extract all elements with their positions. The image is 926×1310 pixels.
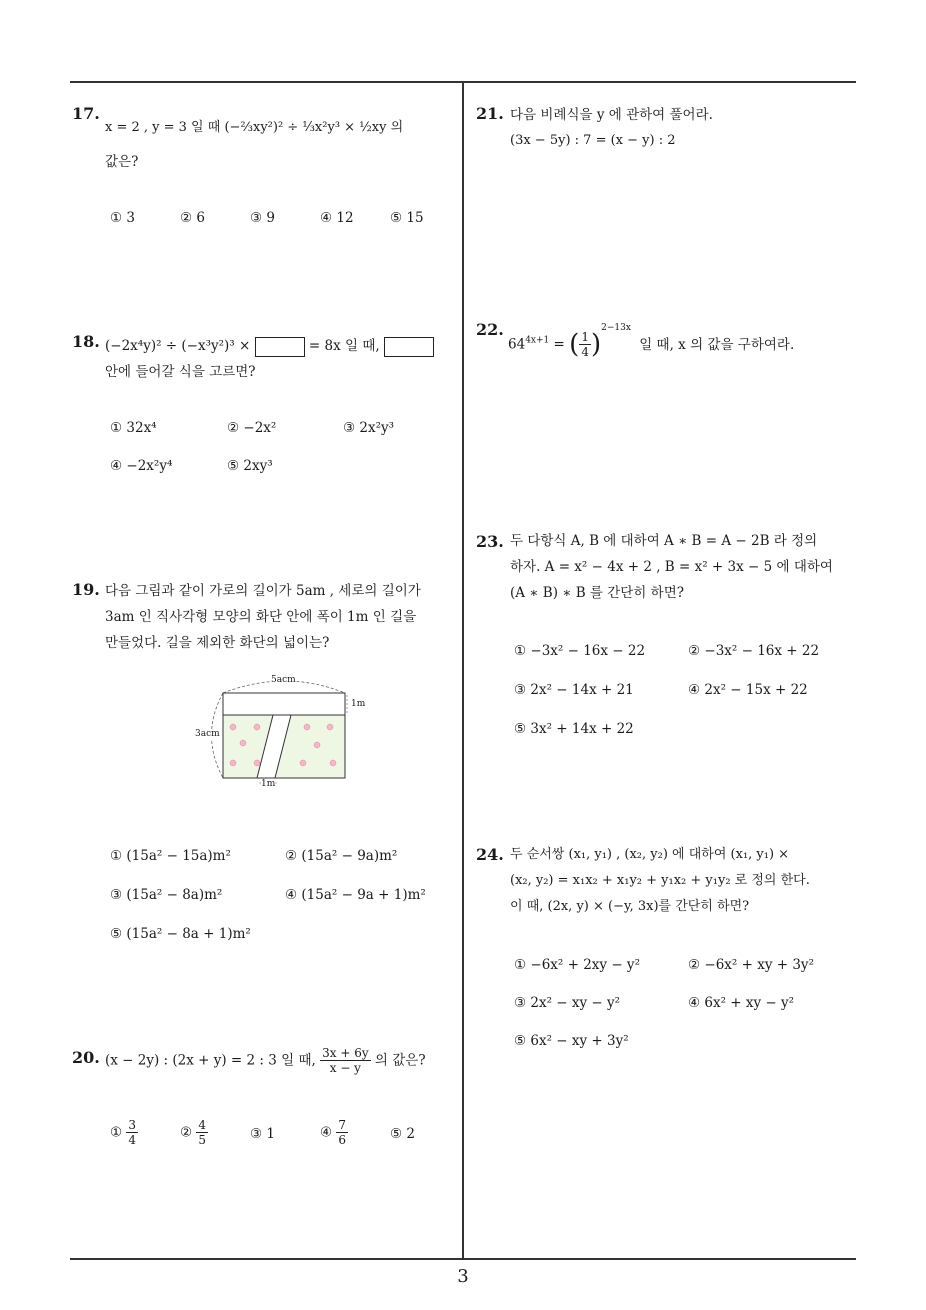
expression-left: (x − 2y) : (2x + y) = 2 : 3 일 때,: [105, 1052, 316, 1069]
choice-3[interactable]: ③ 9: [250, 210, 275, 226]
expression-left: (−2x⁴y)² ÷ (−x³y²)³ ×: [105, 338, 251, 354]
question-number: 23.: [476, 532, 504, 551]
choice-1[interactable]: ① (15a² − 15a)m²: [110, 848, 231, 864]
question-number: 22.: [476, 320, 504, 339]
question-number: 24.: [476, 845, 504, 864]
choice-2[interactable]: [180, 1118, 208, 1147]
choice-3[interactable]: ③ 2x² − 14x + 21: [514, 682, 634, 698]
question-number: 18.: [72, 332, 100, 351]
question-text: [105, 1046, 426, 1075]
fraction-numerator: 4: [198, 1118, 207, 1132]
choice-5[interactable]: ⑤ 3x² + 14x + 22: [514, 721, 634, 737]
question-number: 20.: [72, 1048, 100, 1067]
question-tail: 일 때, x 의 값을 구하여라.: [639, 336, 795, 353]
question-text: 하자. A = x² − 4x + 2 , B = x² + 3x − 5 에 대하여: [510, 559, 833, 575]
question-text: 다음 그림과 같이 가로의 길이가 5am , 세로의 길이가: [105, 583, 421, 599]
fraction-numerator: 3x + 6y: [322, 1046, 369, 1060]
fraction: [320, 1046, 371, 1075]
fraction-denominator: x − y: [329, 1061, 361, 1075]
fraction: [579, 330, 591, 359]
question-text: 두 순서쌍 (x₁, y₁) , (x₂, y₂) 에 대하여 (x₁, y₁) ×: [510, 847, 790, 862]
choice-3[interactable]: ③ 2x² − xy − y²: [514, 995, 621, 1011]
choice-5[interactable]: ⑤ 2xy³: [227, 458, 273, 474]
fraction: [126, 1118, 138, 1147]
choice-1[interactable]: [110, 1118, 138, 1147]
question-text: (x₂, y₂) = x₁x₂ + x₁y₂ + y₁x₂ + y₁y₂ 로 정의 한다.: [510, 873, 810, 888]
fraction: [336, 1118, 348, 1147]
figure-label-bottom: 1m: [261, 779, 276, 789]
choice-2[interactable]: ② −3x² − 16x + 22: [688, 643, 820, 659]
answer-blank: [384, 337, 434, 357]
question-number: 17.: [72, 104, 100, 123]
choice-1[interactable]: ① 32x⁴: [110, 420, 157, 436]
expression-right: = 8x 일 때,: [308, 338, 380, 354]
base: 64: [508, 336, 526, 353]
equals: =: [549, 336, 570, 353]
choice-4[interactable]: [320, 1118, 348, 1147]
choice-2[interactable]: ② (15a² − 9a)m²: [285, 848, 398, 864]
choice-4[interactable]: ④ 12: [320, 210, 354, 226]
garden-diagram: [195, 675, 370, 795]
choice-5[interactable]: ⑤ 2: [390, 1126, 415, 1142]
question-text: x = 2 , y = 3 일 때 (−⅔xy²)² ÷ ⅓x²y³ × ½xy 의: [105, 120, 404, 135]
choice-3[interactable]: ③ 2x²y³: [343, 420, 395, 436]
choice-3[interactable]: ③ (15a² − 8a)m²: [110, 887, 223, 903]
garden-figure: [195, 675, 370, 795]
choice-label: ④: [320, 1124, 333, 1141]
fraction-numerator: 7: [338, 1118, 347, 1132]
choice-5[interactable]: ⑤ (15a² − 8a + 1)m²: [110, 926, 251, 942]
question-equation: [508, 318, 794, 359]
choice-2[interactable]: ② −2x²: [227, 420, 277, 436]
exponent: 4x+1: [525, 335, 550, 346]
fraction: [196, 1118, 208, 1147]
choice-label: ②: [180, 1124, 193, 1141]
choice-1[interactable]: ① 3: [110, 210, 135, 226]
choice-4[interactable]: ④ −2x²y⁴: [110, 458, 173, 474]
fraction-numerator: 3: [128, 1118, 137, 1132]
question-equation: (3x − 5y) : 7 = (x − y) : 2: [510, 133, 676, 148]
column-divider: [462, 81, 464, 1259]
answer-blank: [255, 337, 305, 357]
paren-close: ): [590, 329, 602, 360]
choice-5[interactable]: ⑤ 15: [390, 210, 424, 226]
paren-open: (: [569, 329, 580, 360]
choice-5[interactable]: ⑤ 6x² − xy + 3y²: [514, 1033, 629, 1049]
choice-3[interactable]: ③ 1: [250, 1126, 275, 1142]
question-number: 21.: [476, 104, 504, 123]
choice-1[interactable]: ① −3x² − 16x − 22: [514, 643, 646, 659]
bottom-rule: [70, 1258, 856, 1260]
question-text: 만들었다. 길을 제외한 화단의 넓이는?: [105, 635, 330, 651]
question-text: 값은?: [105, 154, 139, 170]
fraction-denominator: 6: [338, 1133, 347, 1147]
page-number: 3: [457, 1266, 469, 1287]
choice-2[interactable]: ② −6x² + xy + 3y²: [688, 957, 814, 973]
question-text: [105, 333, 434, 359]
figure-label-top: 5acm: [271, 675, 296, 685]
question-text: 안에 들어갈 식을 고르면?: [105, 364, 256, 380]
figure-label-side: 3acm: [195, 729, 220, 739]
fraction-numerator: 1: [581, 330, 589, 344]
question-number: 19.: [72, 580, 100, 599]
choice-4[interactable]: ④ 2x² − 15x + 22: [688, 682, 808, 698]
choice-4[interactable]: ④ (15a² − 9a + 1)m²: [285, 887, 426, 903]
exponent: 2−13x: [601, 323, 631, 333]
fraction-denominator: 4: [128, 1133, 137, 1147]
choice-4[interactable]: ④ 6x² + xy − y²: [688, 995, 795, 1011]
fraction-denominator: 5: [198, 1133, 207, 1147]
figure-label-right: 1m: [351, 699, 366, 709]
question-text: 3am 인 직사각형 모양의 화단 안에 폭이 1m 인 길을: [105, 609, 417, 625]
fraction-denominator: 4: [581, 345, 589, 359]
question-text: 두 다항식 A, B 에 대하여 A ∗ B = A − 2B 라 정의: [510, 533, 818, 549]
choice-label: ①: [110, 1124, 123, 1141]
choice-2[interactable]: ② 6: [180, 210, 205, 226]
expression-right: 의 값은?: [374, 1052, 426, 1069]
question-text: 다음 비례식을 y 에 관하여 풀어라.: [510, 107, 713, 123]
question-text: 이 때, (2x, y) × (−y, 3x)를 간단히 하면?: [510, 899, 750, 914]
choice-1[interactable]: ① −6x² + 2xy − y²: [514, 957, 640, 973]
question-text: (A ∗ B) ∗ B 를 간단히 하면?: [510, 585, 684, 601]
